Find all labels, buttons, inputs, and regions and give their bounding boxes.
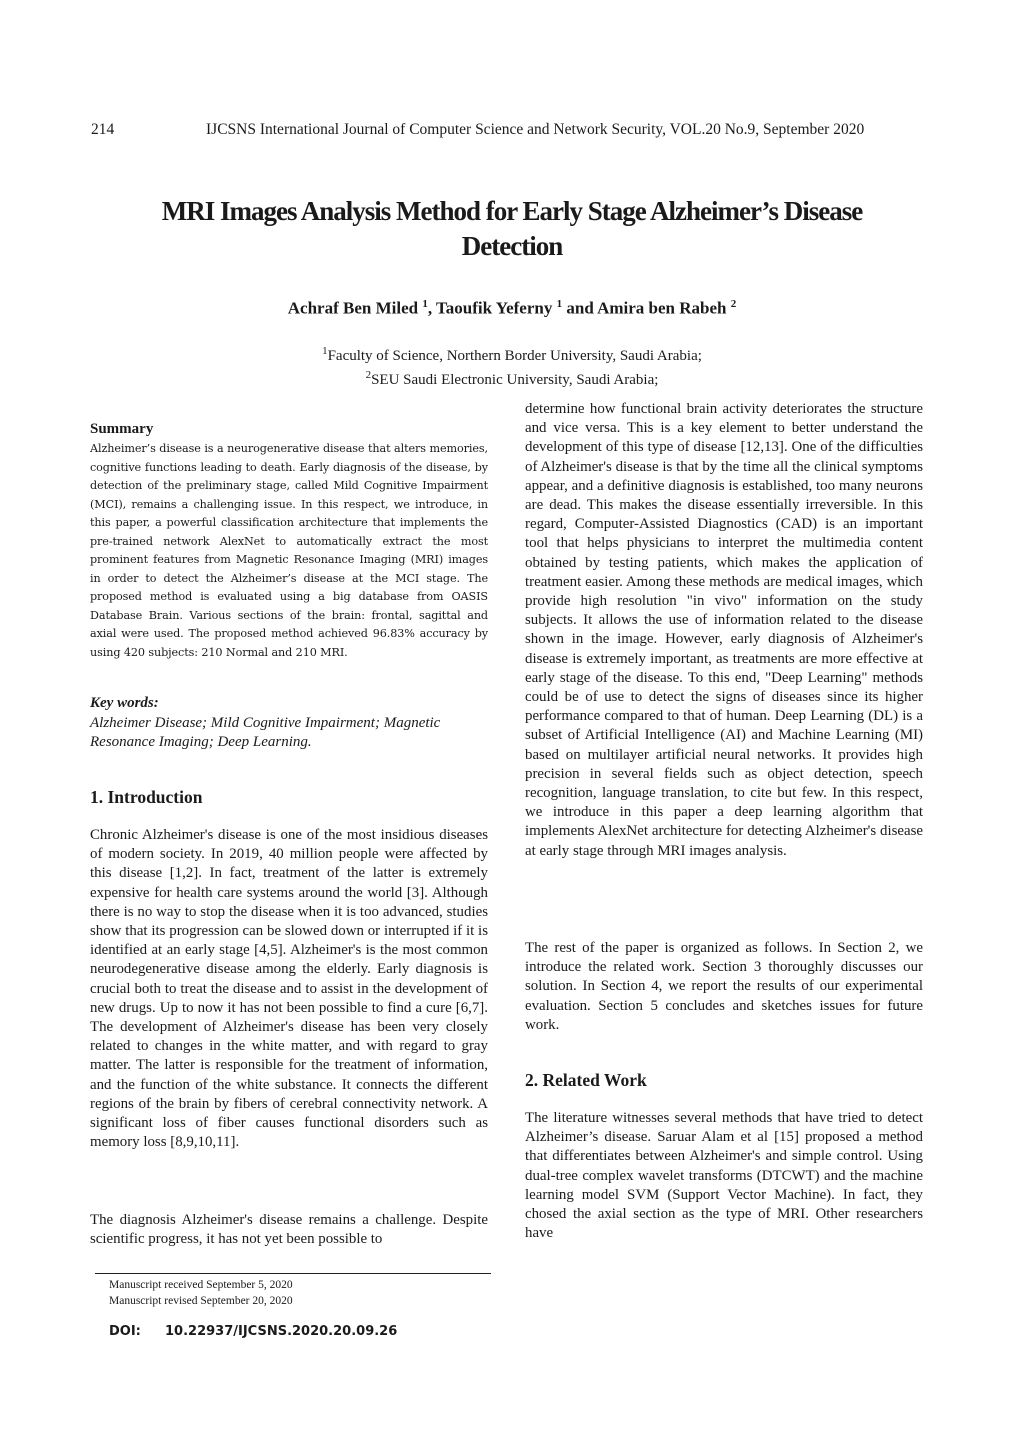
running-header <box>91 121 921 143</box>
author-1: Achraf Ben Miled <box>287 298 423 318</box>
introduction-paragraph-2: The diagnosis Alzheimer's disease remains a challenge. Despite scientific progress, it has not yet been possible to <box>90 1212 488 1248</box>
manuscript-received: Manuscript received September 5, 2020 <box>109 1279 293 1291</box>
affiliation-2-mark: 2 <box>365 369 372 381</box>
affiliation-1-mark: 1 <box>322 345 328 357</box>
affiliations <box>60 342 964 390</box>
paper-title <box>60 194 964 264</box>
affiliation-2 <box>60 366 964 390</box>
introduction-paragraph-1: Chronic Alzheimer's disease is one of the most insidious diseases of modern society. In 2019, 40 million people were affected by this disease [1,2]. In fact, treatment of the latter is extremely expensive for health care systems around the world [3]. Although there is no way to stop the disease when it is too advanced, studies show that its progression can be slowed down or interrupted if it is identified at an early stage [4,5]. Alzheimer's is the most common neurodegenerative disease among the elderly. Early diagnosis is crucial both to treat the disease and to assist in the development of new drugs. Up to now it has not been possible to find a cure [6,7]. The development of Alzheimer's disease has been very closely related to changes in the white matter, and with regard to gray matter. The latter is responsible for the treatment of information, and the function of the white substance. It connects the different regions of the brain by fibers of cerebral connectivity network. A significant loss of fiber causes functional disorders such as memory loss [8,9,10,11]. <box>90 827 488 1151</box>
affiliation-1 <box>60 342 964 366</box>
introduction-heading: 1. Introduction <box>90 787 203 807</box>
keywords-body: Alzheimer Disease; Mild Cognitive Impairment; Magnetic Resonance Imaging; Deep Learning. <box>90 715 441 751</box>
affiliation-2-text: SEU Saudi Electronic University, Saudi Arabia; <box>371 372 659 388</box>
related-work-paragraph-1: The literature witnesses several methods that have tried to detect Alzheimer’s disease. Saruar Alam et al [15] proposed a method that differentiates between Alzheimer's and simple control. Using dual-tree complex wavelet transforms (DTCWT) and the machine learning model SVM (Support Vector Machine). In fact, they chosed the axial section as the type of MRI. Other researchers have <box>525 1110 923 1242</box>
doi-value[interactable]: 10.22937/IJCSNS.2020.20.09.26 <box>165 1324 398 1339</box>
author-1-affil-mark: 1 <box>422 298 428 310</box>
introduction-paragraph-3: determine how functional brain activity deteriorates the structure and vice versa. This is a key element to better understand the development of this type of disease [12,13]. One of the difficulties of Alzheimer's disease is that by the time all the clinical symptoms appear, and a definitive diagnosis is established, too many neurons are dead. This makes the disease essentially irreversible. In this regard, Computer-Assisted Diagnostics (CAD) is an important tool that helps physicians to interpret the multimedia content obtained by testing patients, which makes the application of treatment easier. Among these methods are medical images, which provide high resolution "in vivo" information on the study subjects. It allows the use of information related to the disease shown in the image. However, early diagnosis of Alzheimer's disease is extremely important, as treatments are more effective at early stage of the disease. To this end, "Deep Learning" methods could be of use to detect the signs of diseases since its higher performance compared to that of human. Deep Learning (DL) is a subset of Artificial Intelligence (AI) and Machine Learning (MI) based on multilayer artificial neural networks. It provides high precision in several fields such as object detection, speech recognition, language translation, to cite but few. In this respect, we introduce in this paper a deep learning algorithm that implements AlexNet architecture for detecting Alzheimer's disease at early stage through MRI images analysis. <box>525 401 923 859</box>
related-work-heading: 2. Related Work <box>525 1070 647 1090</box>
introduction-paragraph-4: The rest of the paper is organized as follows. In Section 2, we introduce the related work. Section 3 thoroughly discusses our solution. In Section 4, we report the results of our experimental evaluation. Section 5 concludes and sketches issues for future work. <box>525 940 923 1033</box>
summary-body: Alzheimer’s disease is a neurogenerative disease that alters memories, cognitive functions leading to death. Early diagnosis of the disease, by detection of the preliminary stage, called Mild Cognitive Impairment (MCI), remains a challenging issue. In this respect, we introduce, in this paper, a powerful classification architecture that implements the pre-trained network AlexNet to automatically extract the most prominent features from Magnetic Resonance Imaging (MRI) images in order to detect the Alzheimer’s disease at the MCI stage. The proposed method is evaluated using a big database from OASIS Database Brain. Various sections of the brain: frontal, sagittal and axial were used. The proposed method achieved 96.83% accuracy by using 420 subjects: 210 Normal and 210 MRI. <box>90 442 488 659</box>
author-list <box>60 298 964 319</box>
author-2-affil-mark: 1 <box>556 298 563 310</box>
author-2: , Taoufik Yeferny <box>427 298 557 318</box>
manuscript-revised: Manuscript revised September 20, 2020 <box>109 1295 293 1307</box>
paper-title-line-2: Detection <box>461 231 563 261</box>
keywords-heading: Key words: <box>90 695 159 711</box>
doi-label: DOI: <box>109 1324 141 1339</box>
author-3-affil-mark: 2 <box>730 298 737 310</box>
page-number: 214 <box>91 121 115 138</box>
journal-header: IJCSNS International Journal of Computer Science and Network Security, VOL.20 No.9, September 2020 <box>206 121 865 138</box>
footnotes <box>109 1277 293 1309</box>
paper-title-line-1: MRI Images Analysis Method for Early Stage Alzheimer’s Disease <box>161 196 863 226</box>
doi <box>109 1324 397 1339</box>
affiliation-1-text: Faculty of Science, Northern Border University, Saudi Arabia; <box>327 348 702 364</box>
author-3: and Amira ben Rabeh <box>562 298 731 318</box>
summary-heading: Summary <box>90 421 154 437</box>
footnote-divider <box>95 1273 491 1274</box>
